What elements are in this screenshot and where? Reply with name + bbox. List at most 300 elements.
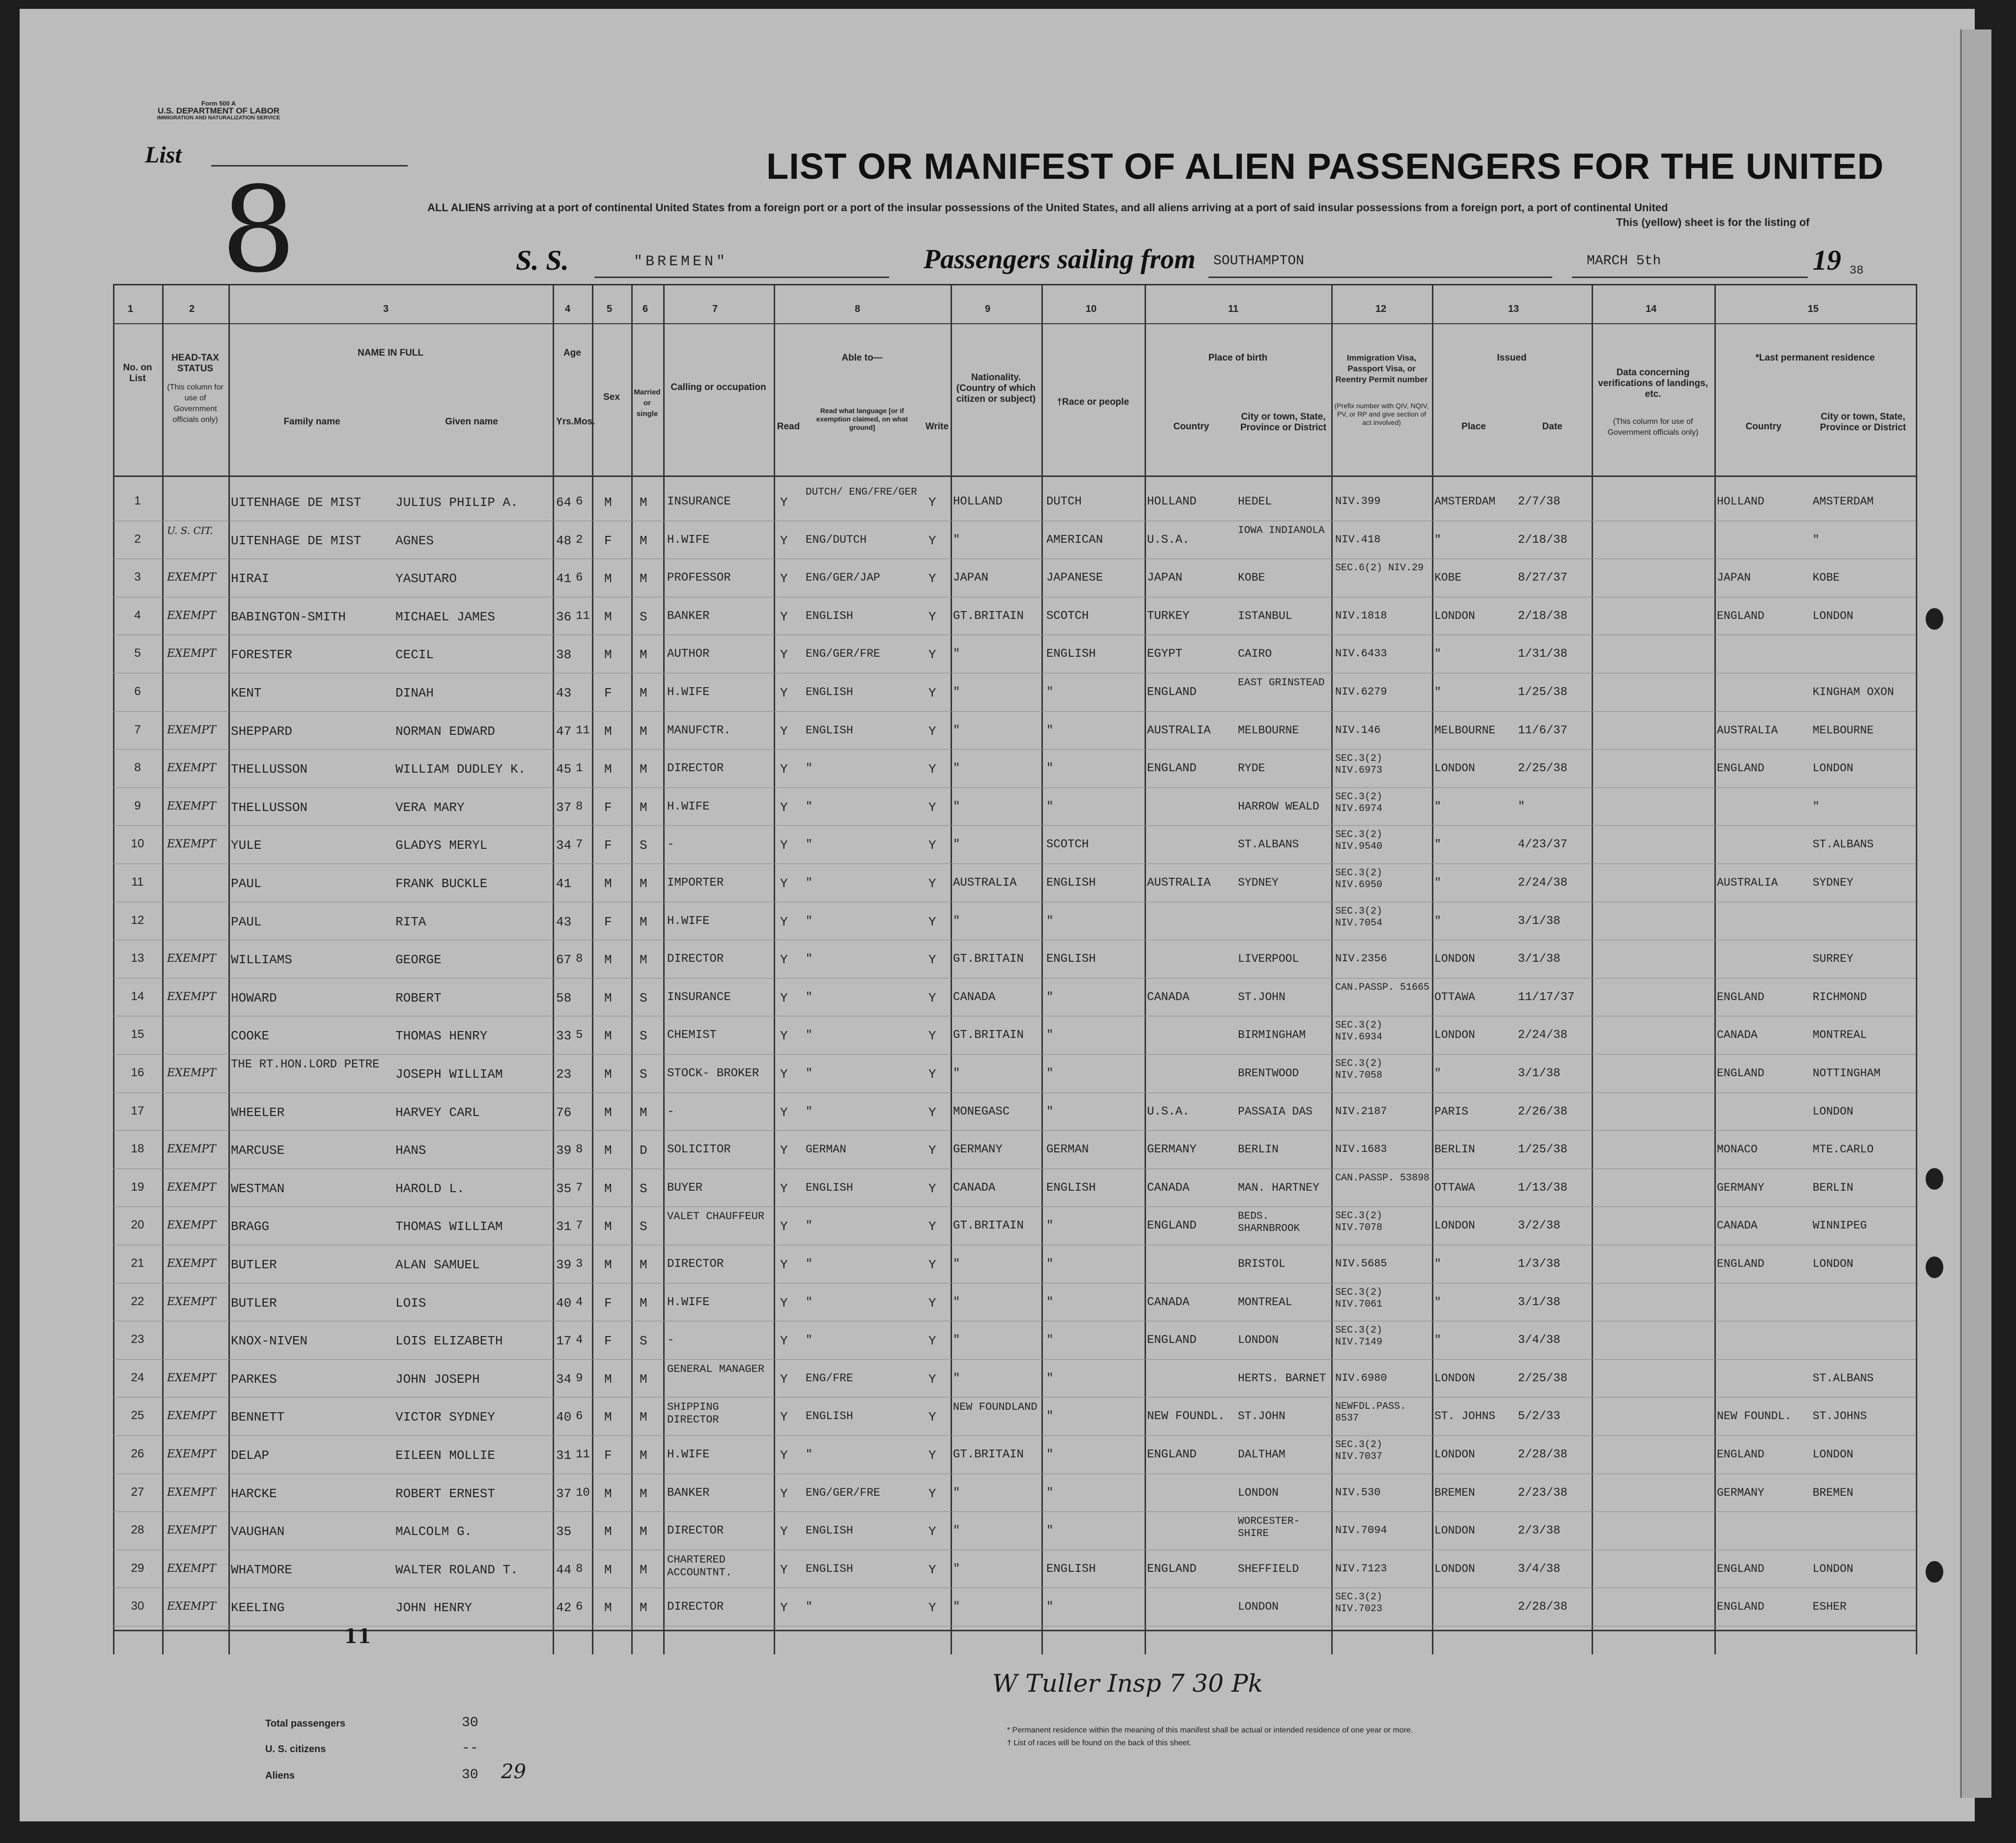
- row-divider: [113, 558, 1916, 559]
- age-years: 43: [556, 914, 572, 929]
- residence-city: NOTTINGHAM: [1813, 1067, 1881, 1080]
- can-read: Y: [780, 800, 788, 815]
- sex: M: [604, 1371, 612, 1387]
- birth-country: GERMANY: [1147, 1143, 1197, 1157]
- col-divider: [631, 284, 633, 1654]
- issued-place: PARIS: [1434, 1105, 1469, 1118]
- occupation: H.WIFE: [667, 1295, 710, 1309]
- binder-hole: [1926, 608, 1943, 630]
- visa-number: SEC.3(2) NIV.7149: [1335, 1325, 1383, 1348]
- age-years: 43: [556, 686, 572, 700]
- birth-city: HARROW WEALD: [1238, 800, 1319, 813]
- visa-number: SEC.3(2) NIV.7037: [1335, 1439, 1383, 1462]
- sex: M: [604, 952, 612, 968]
- age-years: 45: [556, 762, 572, 777]
- col-divider: [1432, 284, 1433, 1654]
- head-tax-status: EXEMPT: [167, 724, 216, 736]
- family-name: THELLUSSON: [231, 762, 308, 777]
- issued-date: 3/1/38: [1518, 1067, 1561, 1080]
- family-name: BENNETT: [231, 1410, 285, 1425]
- us-citizens-label: U. S. citizens: [265, 1744, 326, 1755]
- residence-city: LONDON: [1813, 609, 1853, 622]
- marital-status: M: [640, 724, 647, 739]
- race: SCOTCH: [1046, 609, 1089, 623]
- can-write: Y: [928, 838, 936, 853]
- nationality: GERMANY: [953, 1143, 1003, 1157]
- sex: M: [604, 1562, 612, 1577]
- header-visa-note: (Prefix number with QIV, NQIV, PV, or RP and give section of act involved): [1334, 402, 1429, 426]
- birth-country: JAPAN: [1147, 571, 1183, 585]
- nationality: ": [953, 1257, 960, 1271]
- read-language: ": [806, 1257, 812, 1270]
- age-years: 37: [556, 1486, 572, 1501]
- issued-date: ": [1518, 800, 1525, 813]
- col-divider: [553, 284, 554, 1654]
- header-married: Married or single: [634, 388, 661, 418]
- can-write: Y: [928, 914, 936, 929]
- can-write: Y: [928, 1257, 936, 1272]
- issued-date: 2/18/38: [1518, 533, 1568, 547]
- can-write: Y: [928, 876, 936, 891]
- residence-city: LONDON: [1813, 1257, 1853, 1270]
- port-line: [1208, 277, 1552, 278]
- head-tax-status: EXEMPT: [167, 1562, 216, 1575]
- birth-city: MELBOURNE: [1238, 724, 1299, 737]
- family-name: BUTLER: [231, 1295, 277, 1311]
- birth-country: U.S.A.: [1147, 1105, 1190, 1118]
- row-number: 30: [131, 1599, 144, 1613]
- header-read: Read: [777, 421, 800, 432]
- birth-city: BEDS. SHARNBROOK: [1238, 1211, 1300, 1235]
- occupation: CHEMIST: [667, 1029, 717, 1042]
- col-divider: [1916, 284, 1917, 1654]
- issued-place: ": [1434, 1334, 1441, 1347]
- visa-number: SEC.3(2) NIV.7078: [1335, 1210, 1383, 1234]
- can-read: Y: [780, 1448, 788, 1463]
- issued-date: 2/26/38: [1518, 1105, 1568, 1118]
- row-number: 6: [134, 685, 141, 698]
- race: ": [1046, 724, 1054, 737]
- birth-city: BIRMINGHAM: [1238, 1029, 1306, 1042]
- age-years: 17: [556, 1334, 572, 1349]
- visa-number: NIV.418: [1335, 533, 1381, 546]
- head-tax-status: EXEMPT: [167, 1524, 216, 1537]
- sex: M: [604, 1524, 612, 1539]
- issued-date: 1/31/38: [1518, 647, 1568, 661]
- given-name: JOHN HENRY: [395, 1600, 473, 1616]
- header-head-tax: HEAD-TAX STATUS: [171, 353, 219, 374]
- sex: M: [604, 1029, 612, 1044]
- given-name: RITA: [395, 914, 426, 929]
- marital-status: M: [640, 686, 647, 700]
- issued-place: LONDON: [1434, 1371, 1475, 1385]
- can-read: Y: [780, 495, 788, 510]
- can-write: Y: [928, 1295, 936, 1311]
- head-tax-status: EXEMPT: [167, 1067, 216, 1079]
- column-number: 1: [128, 304, 134, 314]
- sex: M: [604, 495, 612, 510]
- col-divider: [1331, 284, 1333, 1654]
- issued-place: ": [1434, 1295, 1441, 1309]
- sex: M: [604, 1067, 612, 1082]
- age-months: 10: [576, 1486, 590, 1500]
- header-race: †Race or people: [1057, 397, 1129, 407]
- birth-city: SYDNEY: [1238, 876, 1279, 889]
- given-name: AGNES: [395, 533, 434, 548]
- family-name: BABINGTON-SMITH: [231, 609, 346, 624]
- birth-country: CANADA: [1147, 1295, 1190, 1309]
- col-divider: [228, 284, 230, 1654]
- family-name: KEELING: [231, 1600, 285, 1616]
- row-number: 3: [134, 570, 141, 584]
- column-number: 12: [1375, 304, 1387, 314]
- issued-place: ST. JOHNS: [1434, 1410, 1496, 1423]
- family-name: THELLUSSON: [231, 800, 308, 815]
- read-language: ": [806, 952, 812, 966]
- marital-status: M: [640, 571, 647, 586]
- given-name: ALAN SAMUEL: [395, 1257, 480, 1272]
- birth-country: ENGLAND: [1147, 686, 1197, 699]
- marital-status: S: [640, 1181, 647, 1196]
- issued-date: 1/3/38: [1518, 1257, 1561, 1271]
- visa-number: SEC.3(2) NIV.6973: [1335, 753, 1383, 777]
- issued-date: 4/23/37: [1518, 838, 1568, 852]
- family-name: YULE: [231, 838, 262, 853]
- race: ": [1046, 1067, 1054, 1080]
- can-write: Y: [928, 571, 936, 586]
- issued-date: 2/24/38: [1518, 1029, 1568, 1042]
- issued-date: 1/25/38: [1518, 1143, 1568, 1157]
- occupation: SOLICITOR: [667, 1143, 731, 1157]
- row-number: 18: [131, 1142, 144, 1156]
- can-write: Y: [928, 1181, 936, 1196]
- nationality: NEW FOUNDLAND: [953, 1401, 1037, 1414]
- row-number: 11: [131, 875, 144, 889]
- can-write: Y: [928, 1562, 936, 1577]
- issued-date: 1/13/38: [1518, 1181, 1568, 1195]
- read-language: ": [806, 1295, 812, 1309]
- nationality: CANADA: [953, 1181, 996, 1195]
- head-tax-status: EXEMPT: [167, 990, 216, 1003]
- can-write: Y: [928, 1067, 936, 1082]
- given-name: EILEEN MOLLIE: [395, 1448, 495, 1463]
- row-divider: [113, 711, 1916, 712]
- aliens-value: 30: [462, 1767, 478, 1783]
- family-name: FORESTER: [231, 647, 292, 663]
- row-divider: [113, 1054, 1916, 1055]
- residence-country: MONACO: [1717, 1143, 1758, 1156]
- residence-country: NEW FOUNDL.: [1717, 1410, 1792, 1423]
- head-tax-status: EXEMPT: [167, 1486, 216, 1499]
- race: ENGLISH: [1046, 647, 1096, 661]
- issued-place: LONDON: [1434, 1562, 1475, 1575]
- can-write: Y: [928, 990, 936, 1005]
- residence-city: AMSTERDAM: [1813, 495, 1874, 508]
- read-language: ": [806, 914, 812, 927]
- residence-city: BREMEN: [1813, 1486, 1853, 1499]
- marital-status: S: [640, 1219, 647, 1234]
- family-name: KENT: [231, 686, 262, 700]
- year-prefix: 19: [1813, 244, 1841, 276]
- residence-city: KINGHAM OXON: [1813, 686, 1894, 698]
- col-divider: [1041, 284, 1043, 1654]
- row-divider: [113, 787, 1916, 788]
- head-tax-status: EXEMPT: [167, 1410, 216, 1423]
- age-years: 48: [556, 533, 572, 548]
- binder-hole: [1926, 1561, 1943, 1583]
- can-write: Y: [928, 495, 936, 510]
- row-number: 13: [131, 951, 144, 965]
- age-months: 9: [576, 1371, 583, 1385]
- can-write: Y: [928, 647, 936, 663]
- birth-city: HEDEL: [1238, 495, 1272, 508]
- nationality: ": [953, 724, 960, 737]
- issued-date: 3/4/38: [1518, 1562, 1561, 1576]
- occupation: H.WIFE: [667, 686, 710, 699]
- nationality: AUSTRALIA: [953, 876, 1017, 890]
- given-name: HAROLD L.: [395, 1181, 465, 1196]
- family-name: PARKES: [231, 1371, 277, 1387]
- family-name: BUTLER: [231, 1257, 277, 1272]
- marital-status: D: [640, 1143, 647, 1158]
- sex: M: [604, 1143, 612, 1158]
- row-divider: [113, 1511, 1916, 1512]
- age-years: 31: [556, 1219, 572, 1234]
- header-mos: Mos.: [574, 417, 595, 427]
- visa-number: NIV.7094: [1335, 1524, 1387, 1537]
- row-number: 5: [134, 646, 141, 660]
- occupation: H.WIFE: [667, 1448, 710, 1461]
- row-number: 21: [131, 1257, 144, 1270]
- age-years: 35: [556, 1181, 572, 1196]
- can-read: Y: [780, 724, 788, 739]
- nationality: ": [953, 647, 960, 661]
- read-language: ": [806, 1600, 812, 1614]
- birth-country: HOLLAND: [1147, 495, 1197, 508]
- nationality: ": [953, 1562, 960, 1576]
- marital-status: M: [640, 952, 647, 968]
- birth-city: BRISTOL: [1238, 1257, 1286, 1270]
- family-name: UITENHAGE DE MIST: [231, 533, 362, 548]
- issued-date: 5/2/33: [1518, 1410, 1561, 1424]
- occupation: H.WIFE: [667, 533, 710, 547]
- row-divider: [113, 1130, 1916, 1131]
- age-years: 34: [556, 838, 572, 853]
- column-number: 8: [855, 304, 861, 314]
- row-number: 22: [131, 1294, 144, 1308]
- ship-name: "BREMEN": [634, 253, 728, 270]
- family-name: SHEPPARD: [231, 724, 292, 739]
- birth-city: ST.JOHN: [1238, 1410, 1286, 1423]
- age-months: 7: [576, 1181, 583, 1195]
- issued-date: 2/25/38: [1518, 762, 1568, 776]
- age-years: 41: [556, 571, 572, 586]
- birth-country: ENGLAND: [1147, 762, 1197, 776]
- read-language: ": [806, 800, 812, 813]
- birth-city: LONDON: [1238, 1600, 1279, 1614]
- birth-city: ST.JOHN: [1238, 990, 1286, 1004]
- issued-date: 3/2/38: [1518, 1219, 1561, 1233]
- marital-status: M: [640, 1448, 647, 1463]
- issued-date: 3/1/38: [1518, 914, 1561, 928]
- nationality: CANADA: [953, 990, 996, 1004]
- visa-number: NEWFDL.PASS. 8537: [1335, 1401, 1406, 1424]
- head-tax-status: EXEMPT: [167, 1219, 216, 1232]
- visa-number: NIV.1683: [1335, 1143, 1387, 1156]
- head-tax-status: EXEMPT: [167, 762, 216, 775]
- header-given-name: Given name: [445, 417, 498, 427]
- header-bottom-border: [113, 475, 1916, 477]
- issued-date: 11/6/37: [1518, 724, 1568, 737]
- us-citizens-value: --: [462, 1741, 478, 1756]
- issued-place: ": [1434, 1067, 1441, 1080]
- marital-status: M: [640, 1562, 647, 1577]
- can-read: Y: [780, 1143, 788, 1158]
- age-months: 4: [576, 1334, 583, 1347]
- column-number: 15: [1808, 304, 1819, 314]
- race: ": [1046, 1486, 1054, 1500]
- header-issued: Issued: [1497, 353, 1527, 363]
- can-read: Y: [780, 1067, 788, 1082]
- family-name: COOKE: [231, 1029, 270, 1044]
- age-months: 6: [576, 1410, 583, 1424]
- header-birth-city: City or town, State, Province or District: [1240, 412, 1327, 433]
- column-number: 5: [607, 304, 613, 314]
- race: ": [1046, 914, 1054, 928]
- residence-city: SYDNEY: [1813, 876, 1853, 889]
- visa-number: SEC.3(2) NIV.6950: [1335, 867, 1383, 891]
- residence-country: GERMANY: [1717, 1181, 1764, 1194]
- nationality: ": [953, 762, 960, 776]
- race: ": [1046, 800, 1054, 813]
- ss-label: S. S.: [516, 244, 569, 276]
- can-write: Y: [928, 533, 936, 548]
- column-number: 3: [383, 304, 389, 314]
- residence-country: ENGLAND: [1717, 762, 1764, 775]
- given-name: ROBERT: [395, 990, 442, 1005]
- can-read: Y: [780, 533, 788, 548]
- row-number: 16: [131, 1066, 144, 1079]
- date-line: [1572, 277, 1808, 278]
- age-months: 4: [576, 1295, 583, 1309]
- issued-date: 8/27/37: [1518, 571, 1568, 585]
- issued-place: LONDON: [1434, 952, 1475, 966]
- occupation: PROFESSOR: [667, 571, 731, 585]
- service-name: IMMIGRATION AND NATURALIZATION SERVICE: [157, 115, 280, 121]
- occupation: -: [667, 1334, 674, 1347]
- issued-place: ": [1434, 800, 1441, 813]
- issued-place: ": [1434, 1257, 1441, 1270]
- birth-city: CAIRO: [1238, 647, 1272, 661]
- can-read: Y: [780, 1410, 788, 1425]
- birth-city: IOWA INDIANOLA: [1238, 525, 1325, 536]
- occupation: -: [667, 1105, 674, 1118]
- given-name: VERA MARY: [395, 800, 465, 815]
- nationality: GT.BRITAIN: [953, 1448, 1024, 1461]
- header-data-concerning: Data concerning verifications of landings, etc.: [1598, 367, 1708, 399]
- can-read: Y: [780, 1371, 788, 1387]
- read-language: ENGLISH: [806, 609, 853, 622]
- marital-status: M: [640, 1524, 647, 1539]
- occupation: DIRECTOR: [667, 1524, 724, 1538]
- row-number: 27: [131, 1485, 144, 1499]
- occupation: H.WIFE: [667, 914, 710, 928]
- sex: F: [604, 1295, 612, 1311]
- age-years: 36: [556, 609, 572, 624]
- issued-place: OTTAWA: [1434, 1181, 1475, 1194]
- binder-hole: [1926, 1257, 1943, 1278]
- sex: M: [604, 571, 612, 586]
- occupation: -: [667, 838, 674, 852]
- family-name: PAUL: [231, 876, 262, 891]
- row-number: 25: [131, 1409, 144, 1423]
- header-head-tax-note: (This column for use of Government officials only): [167, 383, 224, 424]
- column-number: 7: [712, 304, 718, 314]
- occupation: INSURANCE: [667, 495, 731, 508]
- col-divider: [774, 284, 775, 1654]
- row-divider: [113, 1206, 1916, 1207]
- marital-status: M: [640, 876, 647, 891]
- can-read: Y: [780, 1334, 788, 1349]
- sex: M: [604, 1219, 612, 1234]
- age-years: 35: [556, 1524, 572, 1539]
- age-years: 38: [556, 647, 572, 663]
- header-able-to: Able to—: [841, 353, 883, 363]
- sex: F: [604, 686, 612, 700]
- issued-date: 3/4/38: [1518, 1334, 1561, 1347]
- family-name: HOWARD: [231, 990, 277, 1005]
- nationality: GT.BRITAIN: [953, 1219, 1024, 1233]
- issued-place: LONDON: [1434, 609, 1475, 622]
- occupation: BANKER: [667, 1486, 710, 1500]
- birth-country: ENGLAND: [1147, 1219, 1197, 1233]
- can-read: Y: [780, 914, 788, 929]
- nationality: HOLLAND: [953, 495, 1003, 508]
- birth-city: HERTS. BARNET: [1238, 1371, 1326, 1385]
- birth-country: ENGLAND: [1147, 1448, 1197, 1461]
- head-tax-status: EXEMPT: [167, 571, 216, 584]
- yellow-sheet-note: This (yellow) sheet is for the listing of: [1616, 216, 1810, 228]
- marital-status: M: [640, 1257, 647, 1272]
- visa-number: SEC.3(2) NIV.7061: [1335, 1286, 1383, 1310]
- age-months: 6: [576, 1600, 583, 1614]
- table-top-border: [113, 284, 1916, 285]
- row-number: 4: [134, 608, 141, 622]
- header-yrs: Yrs.: [556, 417, 574, 427]
- can-read: Y: [780, 838, 788, 853]
- read-language: DUTCH/ ENG/FRE/GER: [806, 487, 917, 498]
- residence-city: LONDON: [1813, 762, 1853, 775]
- sex: F: [604, 533, 612, 548]
- next-page-edge: [1960, 29, 1991, 1798]
- col-divider: [113, 284, 114, 1654]
- can-read: Y: [780, 762, 788, 777]
- row-number: 14: [131, 989, 144, 1003]
- can-read: Y: [780, 1486, 788, 1501]
- issued-date: 2/7/38: [1518, 495, 1561, 508]
- birth-country: U.S.A.: [1147, 533, 1190, 547]
- given-name: DINAH: [395, 686, 434, 700]
- nationality: ": [953, 838, 960, 852]
- marital-status: M: [640, 1410, 647, 1425]
- birth-city: KOBE: [1238, 571, 1265, 585]
- nationality: MONEGASC: [953, 1105, 1010, 1118]
- column-number: 11: [1228, 304, 1239, 314]
- issued-place: LONDON: [1434, 1448, 1475, 1461]
- can-read: Y: [780, 1219, 788, 1234]
- birth-city: ST.ALBANS: [1238, 838, 1299, 851]
- race: ": [1046, 686, 1054, 699]
